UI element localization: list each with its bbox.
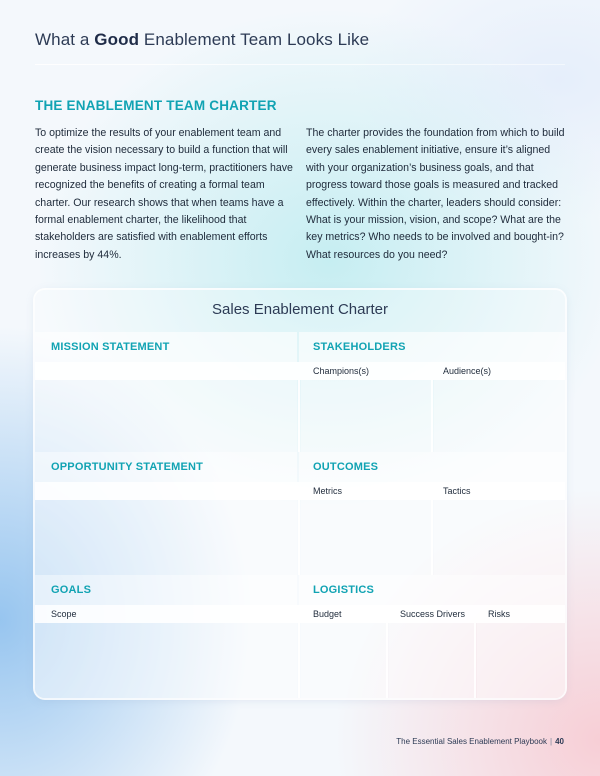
title-divider [35,64,565,65]
cell-divider [474,623,476,698]
scope-label: Scope [51,609,77,619]
success-drivers-field[interactable] [389,623,474,698]
success-drivers-label: Success Drivers [400,609,466,619]
tactics-field[interactable] [434,500,565,575]
risks-label: Risks [488,609,510,619]
page-title-bold: Good [94,30,140,49]
outcomes-subheader-row [35,482,565,500]
charter-title: Sales Enablement Charter [212,301,388,318]
cell-divider [431,380,433,452]
logistics-heading: LOGISTICS [299,575,565,605]
opportunity-statement-heading: OPPORTUNITY STATEMENT [35,452,297,482]
tactics-label: Tactics [443,486,471,496]
metrics-label: Metrics [313,486,342,496]
cell-divider [298,623,300,698]
cell-divider [298,380,300,452]
page-title [35,30,369,50]
goals-logistics-subheader-row [35,605,565,623]
audience-label: Audience(s) [443,366,492,376]
champions-label: Champions(s) [313,366,370,376]
mission-statement-field[interactable] [35,380,297,452]
cell-divider [298,500,300,575]
risks-field[interactable] [477,623,565,698]
body-paragraph-right: The charter provides the foundation from which to build every sales enablement initiative, ensure it’s aligned with your organization’s business goals, and that progress toward those goals is measured and tracked effectively. Within the charter, leaders should consider: What is your mission, vision, and scope? What are the key metrics? Who needs to be involved and bought-in? What resources do you need? [306,127,565,261]
charter-template [35,290,565,698]
budget-field[interactable] [301,623,386,698]
champions-field[interactable] [301,380,431,452]
scope-field[interactable] [35,623,297,698]
footer-separator: | [550,737,553,746]
goals-heading: GOALS [35,575,297,605]
opportunity-statement-field[interactable] [35,500,297,575]
cell-divider [431,500,433,575]
page-title-prefix: What a [35,30,90,49]
mission-statement-heading: MISSION STATEMENT [35,332,297,362]
publication-title: The Essential Sales Enablement Playbook [396,737,548,746]
cell-divider [386,623,388,698]
audience-field[interactable] [434,380,565,452]
page-footer [396,737,564,746]
budget-label: Budget [313,609,342,619]
metrics-field[interactable] [301,500,431,575]
stakeholders-heading: STAKEHOLDERS [299,332,565,362]
body-paragraph-left: To optimize the results of your enablement team and create the vision necessary to build a function that will generate business impact long-term, practitioners have recognized the benefits of creating a formal team charter. Our research shows that when teams have a formal enablement charter, the likelihood that stakeholders are satisfied with enablement efforts increases by 44%. [35,127,293,261]
section-heading: THE ENABLEMENT TEAM CHARTER [35,98,277,113]
stakeholders-subheader-row [35,362,565,380]
outcomes-heading: OUTCOMES [299,452,565,482]
page-title-suffix: Enablement Team Looks Like [143,30,370,49]
page-number: 40 [555,737,564,746]
